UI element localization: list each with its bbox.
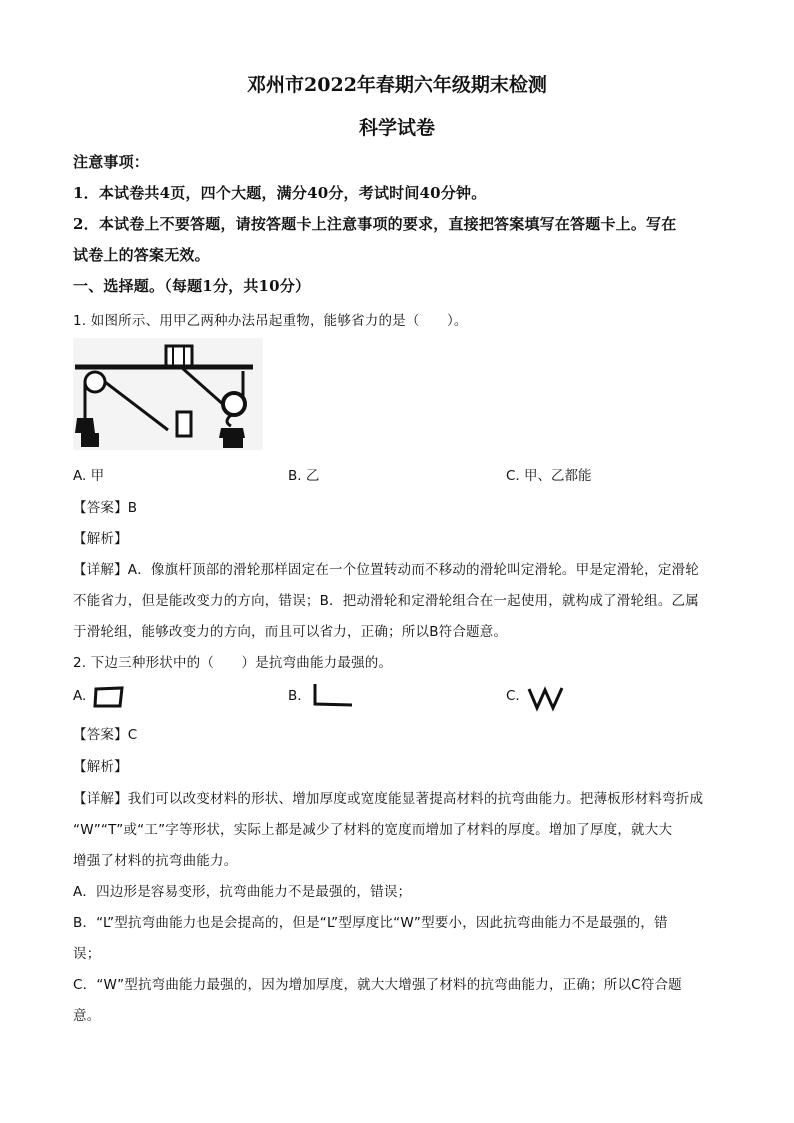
q2-option-a: A.	[73, 688, 87, 704]
q2-analysis-heading: 【解析】	[73, 759, 128, 775]
q2-detail-line2: “W”“T”或“工”字等形状，实际上都是减少了材料的宽度而增加了材料的厚度。增加了厚度，就大大	[73, 822, 673, 838]
q2-detail-line1: 【详解】我们可以改变材料的形状、增加厚度或宽度能显著提高材料的抗弯曲能力。把薄板形材料弯折成	[73, 791, 704, 807]
q1-option-b: B. 乙	[288, 468, 320, 484]
q2-explanation-c-line2: 意。	[73, 1008, 101, 1024]
q1-answer: 【答案】B	[73, 500, 138, 516]
q1-option-a: A. 甲	[73, 468, 105, 484]
q2-square-shape-icon	[92, 684, 126, 710]
q2-stem: 2. 下边三种形状中的（ ）是抗弯曲能力最强的。	[73, 655, 393, 671]
q1-detail-line2: 不能省力，但是能改变力的方向，错误；B．把动滑轮和定滑轮组合在一起使用，就构成了滑轮组。乙属	[73, 593, 699, 609]
q1-stem: 1. 如图所示、用甲乙两种办法吊起重物，能够省力的是（ ）。	[73, 313, 468, 329]
notes-item-2-line1: 2．本试卷上不要答题，请按答题卡上注意事项的要求，直接把答案填写在答题卡上。写在	[73, 215, 677, 233]
q2-explanation-b-line2: 误；	[73, 946, 101, 962]
q2-detail-line3: 增强了材料的抗弯曲能力。	[73, 853, 238, 869]
section-1-heading: 一、选择题。（每题1分，共10分）	[73, 277, 311, 295]
notes-heading: 注意事项：	[73, 153, 150, 171]
q2-l-shape-icon	[310, 682, 356, 710]
notes-item-2-line2: 试卷上的答案无效。	[73, 246, 210, 264]
exam-title: 邓州市2022年春期六年级期末检测	[247, 74, 547, 96]
q2-explanation-a: A．四边形是容易变形，抗弯曲能力不是最强的，错误；	[73, 884, 412, 900]
q1-analysis-heading: 【解析】	[73, 531, 128, 547]
notes-item-1: 1．本试卷共4页，四个大题，满分40分，考试时间40分钟。	[73, 184, 487, 202]
q1-detail-line1: 【详解】A．像旗杆顶部的滑轮那样固定在一个位置转动而不移动的滑轮叫定滑轮。甲是定滑轮，定滑轮	[73, 562, 699, 578]
q1-pulley-figure	[73, 338, 263, 450]
q2-option-b: B.	[288, 688, 302, 704]
q1-detail-line3: 于滑轮组，能够改变力的方向，而且可以省力，正确；所以B符合题意。	[73, 624, 508, 640]
q2-option-c: C.	[506, 688, 520, 704]
q2-explanation-b-line1: B．“L”型抗弯曲能力也是会提高的，但是“L”型厚度比“W”型要小，因此抗弯曲能力不是最强的，错	[73, 915, 668, 931]
q2-answer: 【答案】C	[73, 727, 138, 743]
exam-subtitle: 科学试卷	[358, 117, 435, 139]
q2-explanation-c-line1: C．“W”型抗弯曲能力最强的，因为增加厚度，就大大增强了材料的抗弯曲能力，正确；所以C符合题	[73, 977, 682, 993]
q2-w-shape-icon	[526, 684, 566, 712]
q1-option-c: C. 甲、乙都能	[506, 468, 592, 484]
